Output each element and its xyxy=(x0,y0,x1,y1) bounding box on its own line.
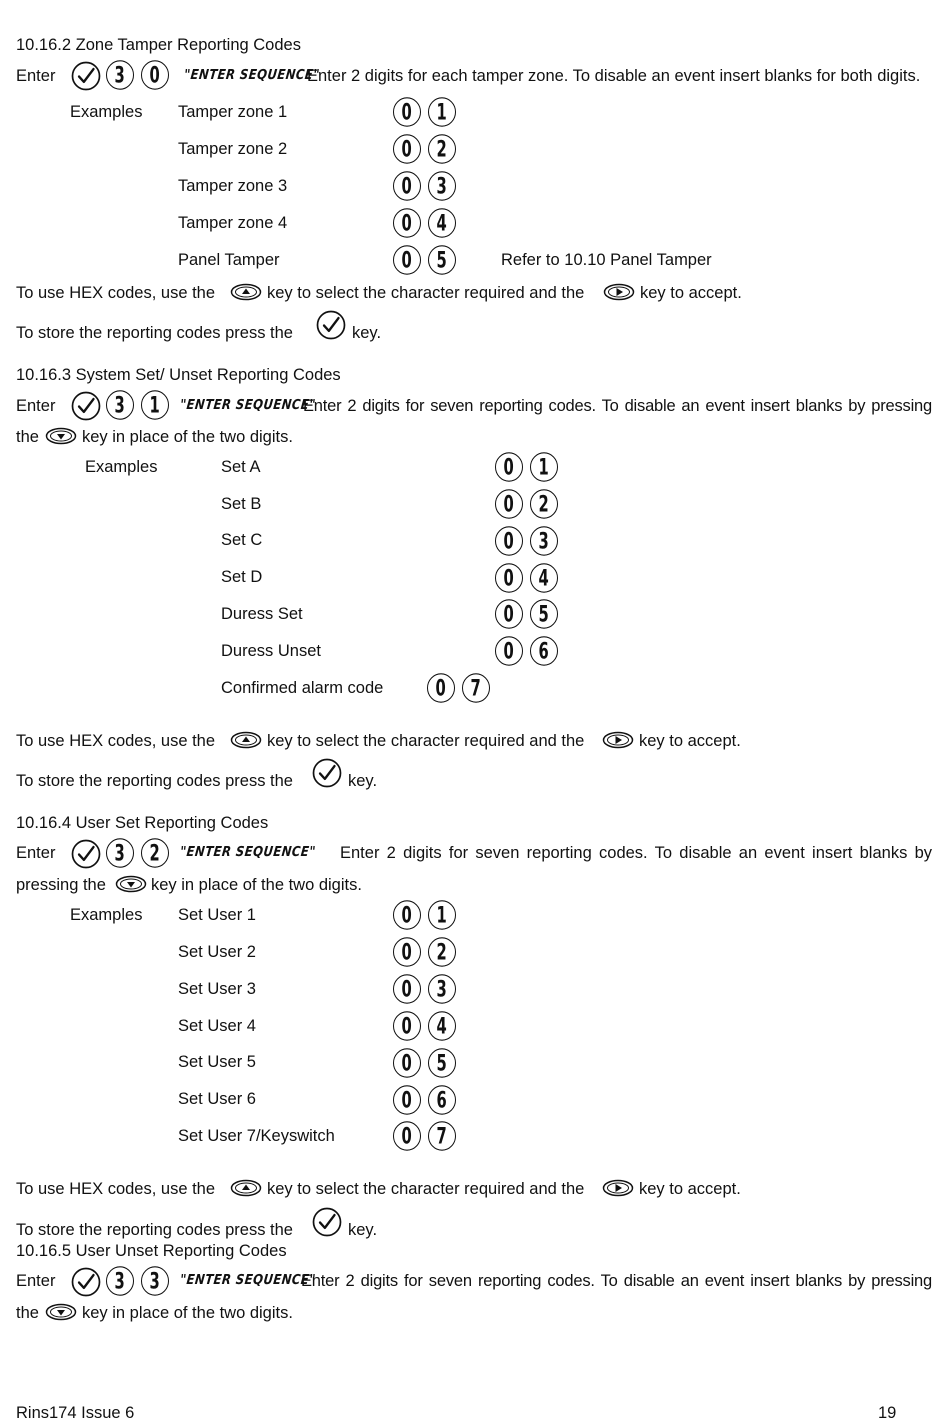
digit-key: 0 xyxy=(393,171,421,200)
check-key-icon xyxy=(71,61,101,91)
footer-page-number: 19 xyxy=(878,1404,897,1422)
hex-text: key to accept. xyxy=(639,1180,741,1198)
check-key-icon xyxy=(71,391,101,421)
check-key-icon xyxy=(316,310,346,340)
section-heading-user-set: 10.16.4 User Set Reporting Codes xyxy=(16,814,269,832)
digit-key: 0 xyxy=(393,245,421,274)
example-label: Set D xyxy=(221,568,263,586)
digit-key: 1 xyxy=(428,900,456,929)
digit-key: 0 xyxy=(495,636,523,665)
store-text: To store the reporting codes press the xyxy=(16,324,293,342)
hex-text: key to select the character required and the xyxy=(267,284,585,302)
digit-key: 1 xyxy=(530,452,558,481)
digit-key: 5 xyxy=(530,599,558,628)
lcd-enter-sequence: "ENTER SEQUENCE" xyxy=(183,67,321,84)
digit-key: 3 xyxy=(106,1266,134,1295)
digit-key: 3 xyxy=(428,974,456,1003)
digit-key: 7 xyxy=(462,673,490,702)
store-text: To store the reporting codes press the xyxy=(16,772,293,790)
instruction-text: Enter 2 digits for each tamper zone. To disable an event insert blanks for both digits. xyxy=(307,67,921,85)
example-label: Tamper zone 4 xyxy=(178,214,288,232)
instruction-text: the xyxy=(16,1304,39,1322)
digit-key: 1 xyxy=(141,390,169,419)
footer-doc-id: Rins174 Issue 6 xyxy=(16,1404,135,1422)
hex-text: key to select the character required and the xyxy=(267,732,585,750)
digit-key: 0 xyxy=(393,974,421,1003)
digit-key: 0 xyxy=(427,673,455,702)
example-label: Set User 2 xyxy=(178,943,256,961)
enter-label: Enter xyxy=(16,844,56,862)
digit-key: 3 xyxy=(530,526,558,555)
digit-key: 0 xyxy=(495,452,523,481)
digit-key: 3 xyxy=(106,838,134,867)
digit-key: 0 xyxy=(495,489,523,518)
lcd-enter-sequence: "ENTER SEQUENCE" xyxy=(179,844,317,861)
right-arrow-key-icon xyxy=(602,1178,634,1198)
instruction-text: key in place of the two digits. xyxy=(82,428,293,446)
digit-key: 2 xyxy=(428,937,456,966)
digit-key: 6 xyxy=(428,1085,456,1114)
check-key-icon xyxy=(312,758,342,788)
digit-key: 0 xyxy=(393,900,421,929)
digit-key: 2 xyxy=(428,134,456,163)
digit-key: 6 xyxy=(530,636,558,665)
instruction-text: key in place of the two digits. xyxy=(151,876,362,894)
digit-key: 3 xyxy=(141,1266,169,1295)
enter-label: Enter xyxy=(16,1272,56,1290)
down-arrow-key-icon xyxy=(115,874,147,894)
instruction-text: Enter 2 digits for seven reporting codes. To disable an event insert blanks by xyxy=(340,844,932,862)
instruction-text: key in place of the two digits. xyxy=(82,1304,293,1322)
lcd-enter-sequence: "ENTER SEQUENCE" xyxy=(179,1272,317,1289)
store-text: To store the reporting codes press the xyxy=(16,1221,293,1239)
example-label: Set User 5 xyxy=(178,1053,256,1071)
up-arrow-key-icon xyxy=(230,1178,262,1198)
check-key-icon xyxy=(71,839,101,869)
store-text: key. xyxy=(348,1221,378,1239)
example-label: Panel Tamper xyxy=(178,251,280,269)
hex-text: key to accept. xyxy=(639,732,741,750)
digit-key: 0 xyxy=(393,1048,421,1077)
examples-label: Examples xyxy=(70,906,143,924)
digit-key: 4 xyxy=(428,1011,456,1040)
digit-key: 4 xyxy=(530,563,558,592)
digit-key: 0 xyxy=(393,97,421,126)
digit-key: 0 xyxy=(495,599,523,628)
digit-key: 3 xyxy=(106,390,134,419)
example-label: Set User 6 xyxy=(178,1090,256,1108)
section-heading-zone-tamper: 10.16.2 Zone Tamper Reporting Codes xyxy=(16,36,301,54)
example-label: Set User 3 xyxy=(178,980,256,998)
digit-key: 5 xyxy=(428,1048,456,1077)
digit-key: 0 xyxy=(393,937,421,966)
digit-key: 7 xyxy=(428,1121,456,1150)
hex-text: To use HEX codes, use the xyxy=(16,284,216,302)
digit-key: 3 xyxy=(428,171,456,200)
digit-key: 0 xyxy=(393,1085,421,1114)
digit-key: 2 xyxy=(141,838,169,867)
examples-label: Examples xyxy=(85,458,158,476)
up-arrow-key-icon xyxy=(230,730,262,750)
down-arrow-key-icon xyxy=(45,1302,77,1322)
up-arrow-key-icon xyxy=(230,282,262,302)
digit-key: 0 xyxy=(393,134,421,163)
enter-label: Enter xyxy=(16,67,56,85)
digit-key: 0 xyxy=(393,1121,421,1150)
digit-key: 5 xyxy=(428,245,456,274)
lcd-enter-sequence: "ENTER SEQUENCE" xyxy=(179,397,317,414)
hex-text: key to accept. xyxy=(640,284,742,302)
right-arrow-key-icon xyxy=(602,730,634,750)
store-text: key. xyxy=(352,324,382,342)
instruction-text: the xyxy=(16,428,39,446)
instruction-text: pressing the xyxy=(16,876,106,894)
example-label: Duress Unset xyxy=(221,642,321,660)
digit-key: 0 xyxy=(141,60,169,89)
digit-key: 0 xyxy=(393,208,421,237)
right-arrow-key-icon xyxy=(603,282,635,302)
digit-key: 3 xyxy=(106,60,134,89)
hex-text: To use HEX codes, use the xyxy=(16,1180,216,1198)
down-arrow-key-icon xyxy=(45,426,77,446)
hex-text: To use HEX codes, use the xyxy=(16,732,216,750)
examples-label: Examples xyxy=(70,103,143,121)
enter-label: Enter xyxy=(16,397,56,415)
example-label: Set A xyxy=(221,458,261,476)
panel-tamper-note: Refer to 10.10 Panel Tamper xyxy=(501,251,712,269)
example-label: Tamper zone 2 xyxy=(178,140,288,158)
example-label: Set C xyxy=(221,531,263,549)
check-key-icon xyxy=(71,1267,101,1297)
example-label: Tamper zone 3 xyxy=(178,177,288,195)
example-label: Set User 1 xyxy=(178,906,256,924)
section-heading-user-unset: 10.16.5 User Unset Reporting Codes xyxy=(16,1242,287,1260)
hex-text: key to select the character required and the xyxy=(267,1180,585,1198)
example-label: Tamper zone 1 xyxy=(178,103,288,121)
digit-key: 2 xyxy=(530,489,558,518)
section-heading-system-set-unset: 10.16.3 System Set/ Unset Reporting Codes xyxy=(16,366,341,384)
digit-key: 4 xyxy=(428,208,456,237)
digit-key: 0 xyxy=(495,526,523,555)
example-label: Set B xyxy=(221,495,262,513)
example-label: Set User 7/Keyswitch xyxy=(178,1127,335,1145)
example-label: Set User 4 xyxy=(178,1017,256,1035)
store-text: key. xyxy=(348,772,378,790)
example-label: Duress Set xyxy=(221,605,303,623)
instruction-text: Enter 2 digits for seven reporting codes. To disable an event insert blanks by pressing xyxy=(303,397,932,415)
digit-key: 0 xyxy=(393,1011,421,1040)
digit-key: 1 xyxy=(428,97,456,126)
instruction-text: Enter 2 digits for seven reporting codes. To disable an event insert blanks by pressing xyxy=(301,1272,932,1290)
example-label: Confirmed alarm code xyxy=(221,679,384,697)
check-key-icon xyxy=(312,1207,342,1237)
digit-key: 0 xyxy=(495,563,523,592)
